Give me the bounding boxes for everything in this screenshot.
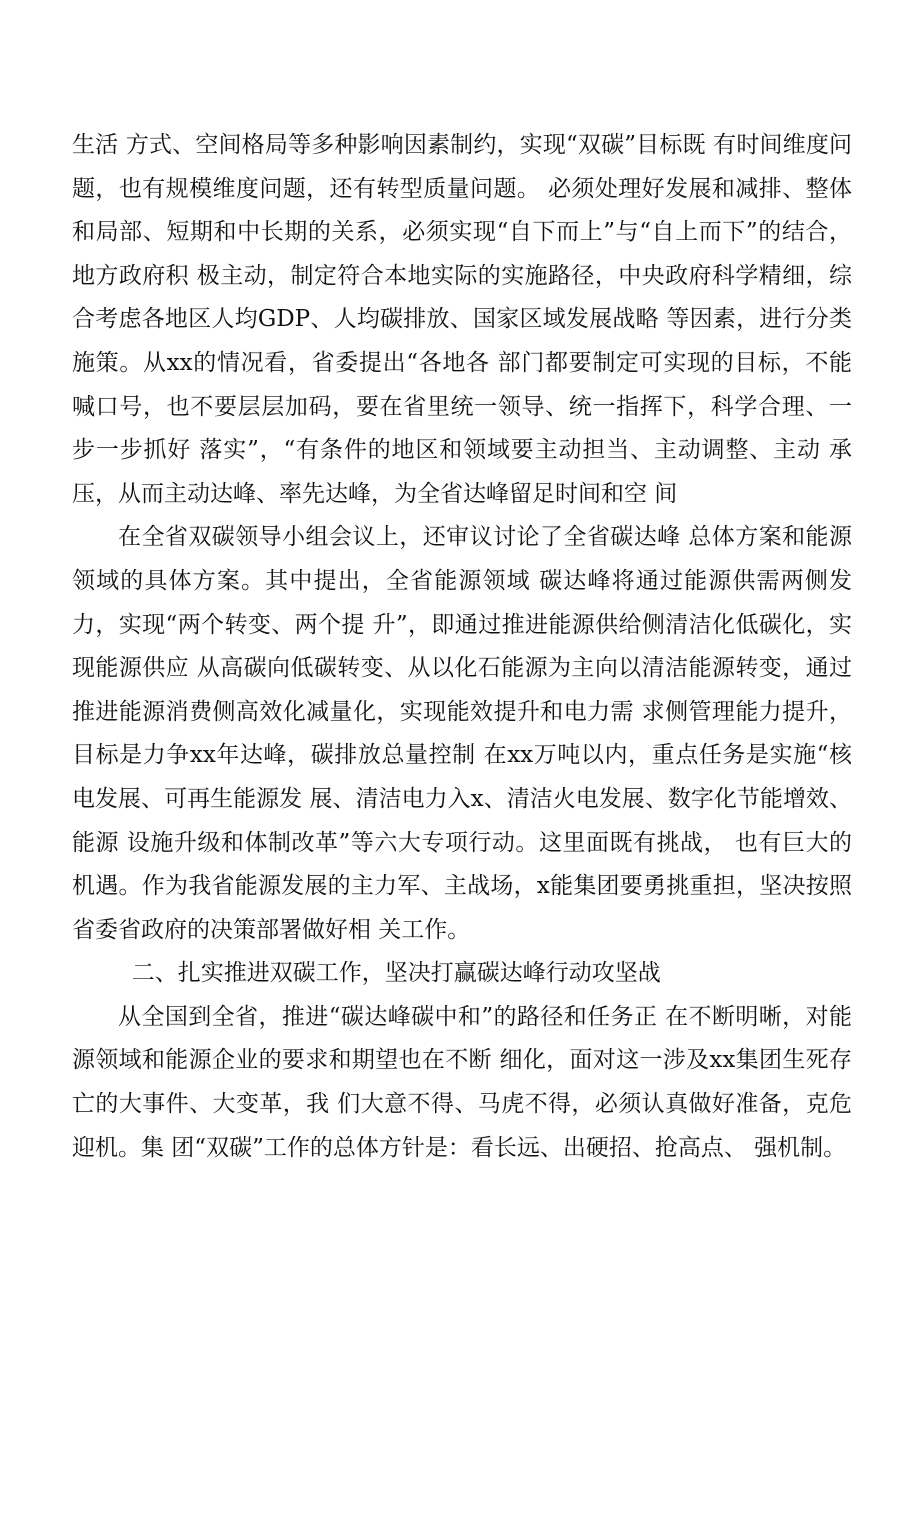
- paragraph-energy-plan: 在全省双碳领导小组会议上，还审议讨论了全省碳达峰 总体方案和能源领域的具体方案。其中提出，全省能源领域 碳达峰将通过能源供需两侧发力，实现“两个转变、两个提 升”，即通过推进能源供给侧清洁化低碳化，实现能源供应 从高碳向低碳转变、从以化石能源为主向以清洁能源转变，通过推进能源消费侧高效化减量化，实现能效提升和电力需 求侧管理能力提升，目标是力争xx年达峰，碳排放总量控制 在xx万吨以内，重点任务是实施“核电发展、可再生能源发 展、清洁电力入x、清洁火电发展、数字化节能增效、能源 设施升级和体制改革”等六大专项行动。这里面既有挑战， 也有巨大的机遇。作为我省能源发展的主力军、主战场，x能集团要勇挑重担，坚决按照省委省政府的决策部署做好相 关工作。: [72, 524, 852, 943]
- section-heading: 二、扎实推进双碳工作，坚决打赢碳达峰行动攻坚战: [131, 960, 661, 987]
- paragraph-group-policy: 从全国到全省，推进“碳达峰碳中和”的路径和任务正 在不断明晰，对能源领域和能源企业的要求和期望也在不断 细化，面对这一涉及xx集团生死存亡的大事件、大变革，我 们大意不得、马虎不得，必须认真做好准备，克危迎机。集 团“双碳”工作的总体方针是：看长远、出硬招、抢高点、 强机制。: [72, 1003, 852, 1161]
- paragraph-continuation: 生活 方式、空间格局等多种影响因素制约，实现“双碳”目标既 有时间维度问题，也有规模维度问题，还有转型质量问题。 必须处理好发展和减排、整体和局部、短期和中长期的关系，必须实现“自下而上”与“自上而下”的结合，地方政府积 极主动，制定符合本地实际的实施路径，中央政府科学精细，综合考虑各地区人均GDP、人均碳排放、国家区域发展战略 等因素，进行分类施策。从xx的情况看，省委提出“各地各 部门都要制定可实现的目标，不能喊口号，也不要层层加码，要在省里统一领导、统一指挥下，科学合理、一步一步抓好 落实”，“有条件的地区和领域要主动担当、主动调整、主动 承压，从而主动达峰、率先达峰，为全省达峰留足时间和空 间: [72, 132, 852, 507]
- document-body: [72, 124, 852, 1170]
